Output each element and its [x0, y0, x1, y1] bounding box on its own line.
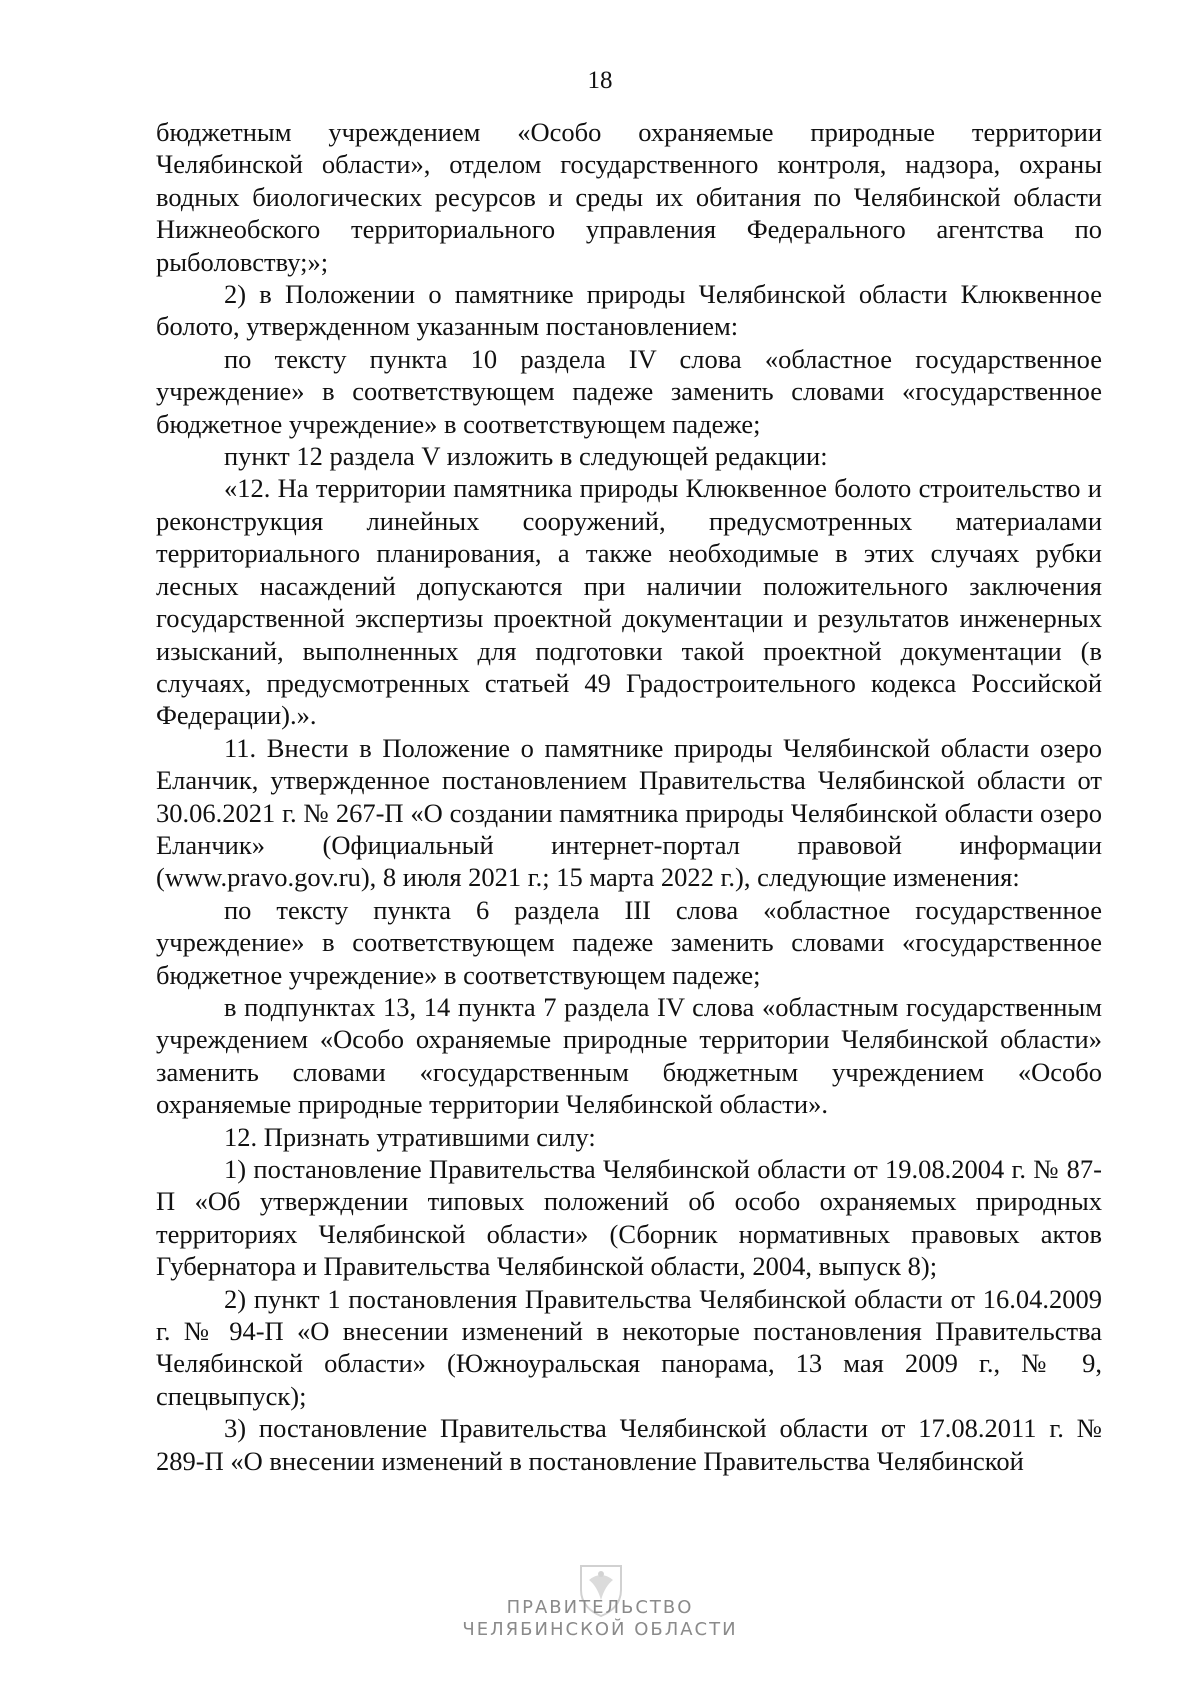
seal-line-region: ЧЕЛЯБИНСКОЙ ОБЛАСТИ	[462, 1619, 738, 1640]
paragraph-section-12: 12. Признать утратившими силу:	[224, 1121, 596, 1152]
seal-line-government: ПРАВИТЕЛЬСТВО	[506, 1597, 694, 1618]
paragraph-item-2-klyukvennoe: 2) в Положении о памятнике природы Челябинской области Клюквенное болото, утвержденном указанным постановлением:	[156, 279, 1102, 342]
paragraph-point-12-intro: пункт 12 раздела V изложить в следующей редакции:	[224, 441, 828, 472]
paragraph-repeal-3: 3) постановление Правительства Челябинской области от 17.08.2011 г. № 289-П «О внесении изменений в постановление Правительства Челябинской	[156, 1413, 1102, 1476]
paragraph-section-11: 11. Внести в Положение о памятнике природы Челябинской области озеро Еланчик, утвержденное постановлением Правительства Челябинской области от 30.06.2021 г. № 267-П «О создании памятника природы Челябинской области озеро Еланчик» (Официальный интернет-портал правовой информации (www.pravo.gov.ru), 8 июля 2021 г.; 15 марта 2022 г.), следующие изменения:	[156, 732, 1102, 893]
paragraph-repeal-1: 1) постановление Правительства Челябинской области от 19.08.2004 г. № 87-П «Об утверждении типовых положений об особо охраняемых природных территориях Челябинской области» (Сборник нормативных правовых актов Губернатора и Правительства Челябинской области, 2004, выпуск 8);	[156, 1154, 1102, 1282]
page-number: 18	[587, 67, 613, 94]
document-body	[156, 116, 1102, 1477]
paragraph-repeal-2: 2) пункт 1 постановления Правительства Челябинской области от 16.04.2009 г. № 94-П «О внесении изменений в некоторые постановления Правительства Челябинской области» (Южноуральская панорама, 13 мая 2009 г., № 9, спецвыпуск);	[156, 1283, 1102, 1411]
paragraph-point-6: по тексту пункта 6 раздела III слова «областное государственное учреждение» в соответствующем падеже заменить словами «государственное бюджетное учреждение» в соответствующем падеже;	[156, 894, 1102, 990]
government-seal-text	[0, 1597, 1200, 1641]
paragraph-point-12-text: «12. На территории памятника природы Клюквенное болото строительство и реконструкция линейных сооружений, предусмотренных материалами территориального планирования, а также необходимые в этих случаях рубки лесных насаждений допускаются при наличии положительного заключения государственной экспертизы проектной документации и результатов инженерных изысканий, выполненных для подготовки такой проектной документации (в случаях, предусмотренных статьей 49 Градостроительного кодекса Российской Федерации).».	[156, 473, 1102, 731]
paragraph-subpoints-13-14: в подпунктах 13, 14 пункта 7 раздела IV слова «областным государственным учреждением «Особо охраняемые природные территории Челябинской области» заменить словами «государственным бюджетным учреждением «Особо охраняемые природные территории Челябинской области».	[156, 991, 1102, 1120]
paragraph-point-10: по тексту пункта 10 раздела IV слова «областное государственное учреждение» в соответствующем падеже заменить словами «государственное бюджетное учреждение» в соответствующем падеже;	[156, 343, 1102, 439]
paragraph-continuation: бюджетным учреждением «Особо охраняемые природные территории Челябинской области», отделом государственного контроля, надзора, охраны водных биологических ресурсов и среды их обитания по Челябинской области Нижнеобского территориального управления Федерального агентства по рыболовству;»;	[156, 117, 1102, 277]
